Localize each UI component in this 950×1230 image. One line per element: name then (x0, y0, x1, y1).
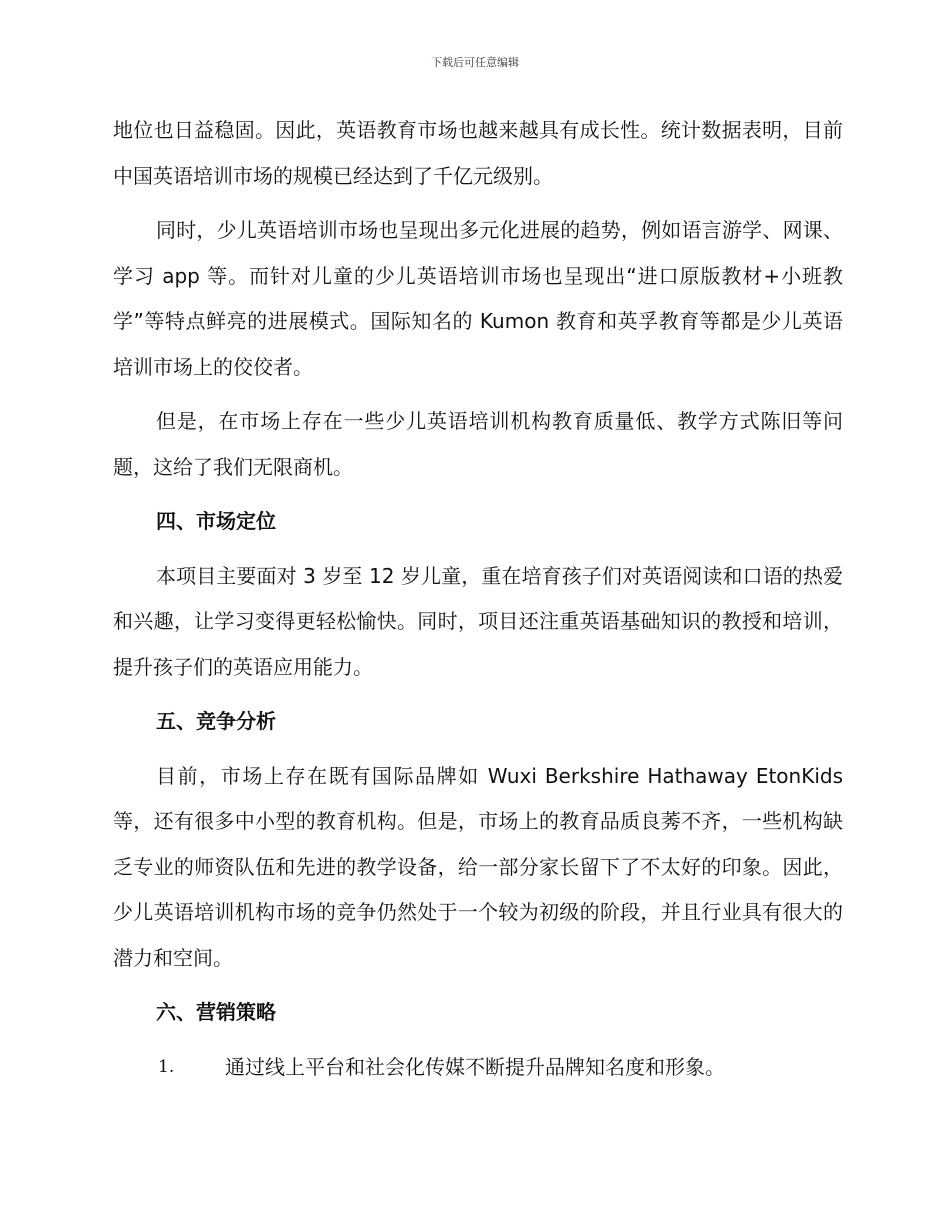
document-body (113, 108, 843, 1090)
paragraph-market-growth: 地位也日益稳固。因此，英语教育市场也越来越具有成长性。统计数据表明，目前中国英语培训市场的规模已经达到了千亿元级别。 (113, 118, 843, 188)
paragraph-competition-analysis: 目前，市场上存在既有国际品牌如 Wuxi Berkshire Hathaway EtonKids 等，还有很多中小型的教育机构。但是，市场上的教育品质良莠不齐，一些机构缺乏专业的师资队伍和先进的教学设备，给一部分家长留下了不太好的印象。因此，少儿英语培训机构市场的竞争仍然处于一个较为初级的阶段，并且行业具有很大的潜力和空间。 (113, 763, 843, 970)
list-item-number: 1. (158, 1056, 175, 1077)
paragraph-market-positioning: 本项目主要面对 3 岁至 12 岁儿童，重在培育孩子们对英语阅读和口语的热爱和兴趣，让学习变得更轻松愉快。同时，项目还注重英语基础知识的教授和培训，提升孩子们的英语应用能力。 (113, 563, 843, 679)
list-item (113, 1045, 843, 1091)
paragraph-opportunity: 但是，在市场上存在一些少儿英语培训机构教育质量低、教学方式陈旧等问题，这给了我们无限商机。 (113, 409, 843, 479)
section-heading-marketing-strategy: 六、营销策略 (156, 1000, 276, 1024)
page-header: 下载后可任意编辑 (431, 56, 519, 69)
paragraph-diversification: 同时，少儿英语培训市场也呈现出多元化进展的趋势，例如语言游学、网课、学习 app 等。而针对儿童的少儿英语培训市场也呈现出“进口原版教材+小班教学”等特点鲜亮的进展模式。国际知名的 Kumon 教育和英孚教育等都是少儿英语培训市场上的佼佼者。 (113, 218, 843, 379)
list-item-text: 通过线上平台和社会化传媒不断提升品牌知名度和形象。 (225, 1054, 725, 1079)
section-heading-competition-analysis: 五、竞争分析 (156, 709, 276, 733)
section-heading-market-positioning: 四、市场定位 (156, 509, 276, 533)
